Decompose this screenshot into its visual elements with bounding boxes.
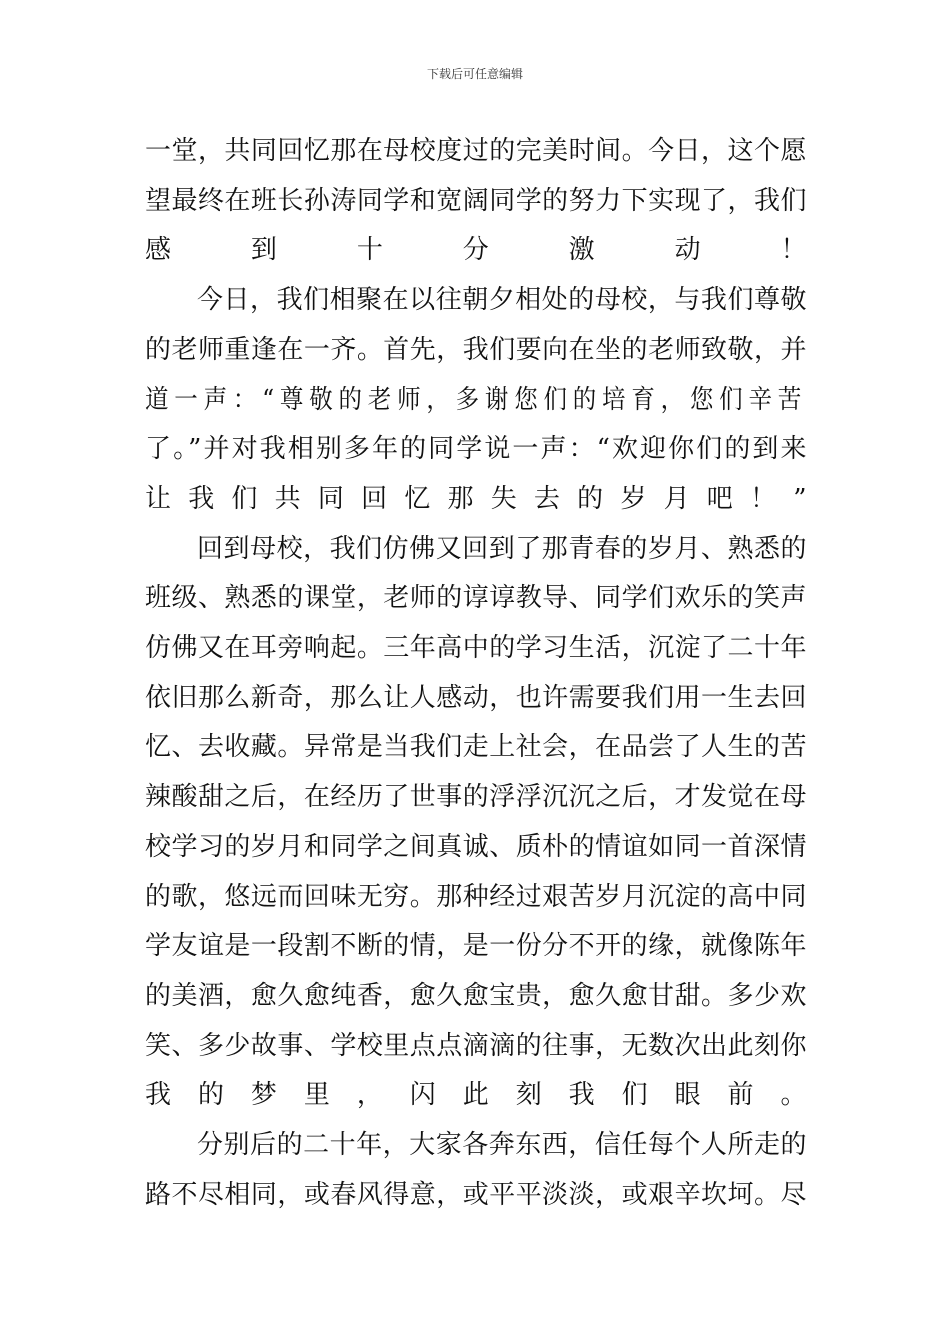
text-line: 分别后的二十年，大家各奔东西，信任每个人所走的 bbox=[197, 1130, 807, 1161]
paragraph-3 bbox=[145, 525, 807, 1121]
text-line: 回到母校，我们仿佛又回到了那青春的岁月、熟悉的 bbox=[197, 533, 807, 564]
text-line: 笑、多少故事、学校里点点滴滴的往事，无数次出此刻你 bbox=[145, 1030, 807, 1061]
paragraph-4 bbox=[145, 1121, 807, 1220]
text-line: 路不尽相同，或春风得意，或平平淡淡，或艰辛坎坷。尽 bbox=[145, 1179, 807, 1210]
text-line: 了。”并对我相别多年的同学说一声：“欢迎你们的到来 bbox=[145, 434, 807, 465]
header-note: 下载后可任意编辑 bbox=[426, 67, 523, 81]
text-line: 的老师重逢在一齐。首先，我们要向在坐的老师致敬，并 bbox=[145, 334, 807, 365]
text-line: 校学习的岁月和同学之间真诚、质朴的情谊如同一首深情 bbox=[145, 831, 807, 862]
document-body bbox=[145, 127, 807, 1220]
text-line: 学友谊是一段割不断的情，是一份分不开的缘，就像陈年 bbox=[145, 931, 807, 962]
text-line: 的歌，悠远而回味无穷。那种经过艰苦岁月沉淀的高中同 bbox=[145, 881, 807, 912]
text-line: 的美酒，愈久愈纯香，愈久愈宝贵，愈久愈甘甜。多少欢 bbox=[145, 980, 807, 1011]
text-line: 一堂，共同回忆那在母校度过的完美时间。今日，这个愿 bbox=[145, 136, 807, 166]
text-line: 依旧那么新奇，那么让人感动，也许需要我们用一生去回 bbox=[145, 682, 807, 713]
text-line: 班级、熟悉的课堂，老师的谆谆教导、同学们欢乐的笑声 bbox=[145, 583, 807, 614]
text-line: 道一声：“尊敬的老师，多谢您们的培育，您们辛苦 bbox=[145, 384, 808, 415]
text-line: 让我们共同回忆那失去的岁月吧！” bbox=[145, 483, 807, 514]
text-line: 辣酸甜之后，在经历了世事的浮浮沉沉之后，才发觉在母 bbox=[145, 782, 807, 813]
paragraph-2 bbox=[145, 276, 807, 525]
text-line: 我的梦里，闪此刻我们眼前。 bbox=[145, 1080, 807, 1111]
text-line: 仿佛又在耳旁响起。三年高中的学习生活，沉淀了二十年 bbox=[145, 633, 807, 664]
text-line: 忆、去收藏。异常是当我们走上社会，在品尝了人生的苦 bbox=[145, 732, 807, 763]
text-line: 望最终在班长孙涛同学和宽阔同学的努力下实现了，我们 bbox=[145, 185, 807, 216]
text-line: 感到十分激动！ bbox=[145, 235, 807, 266]
paragraph-1 bbox=[145, 127, 807, 276]
text-line: 今日，我们相聚在以往朝夕相处的母校，与我们尊敬 bbox=[197, 285, 807, 316]
